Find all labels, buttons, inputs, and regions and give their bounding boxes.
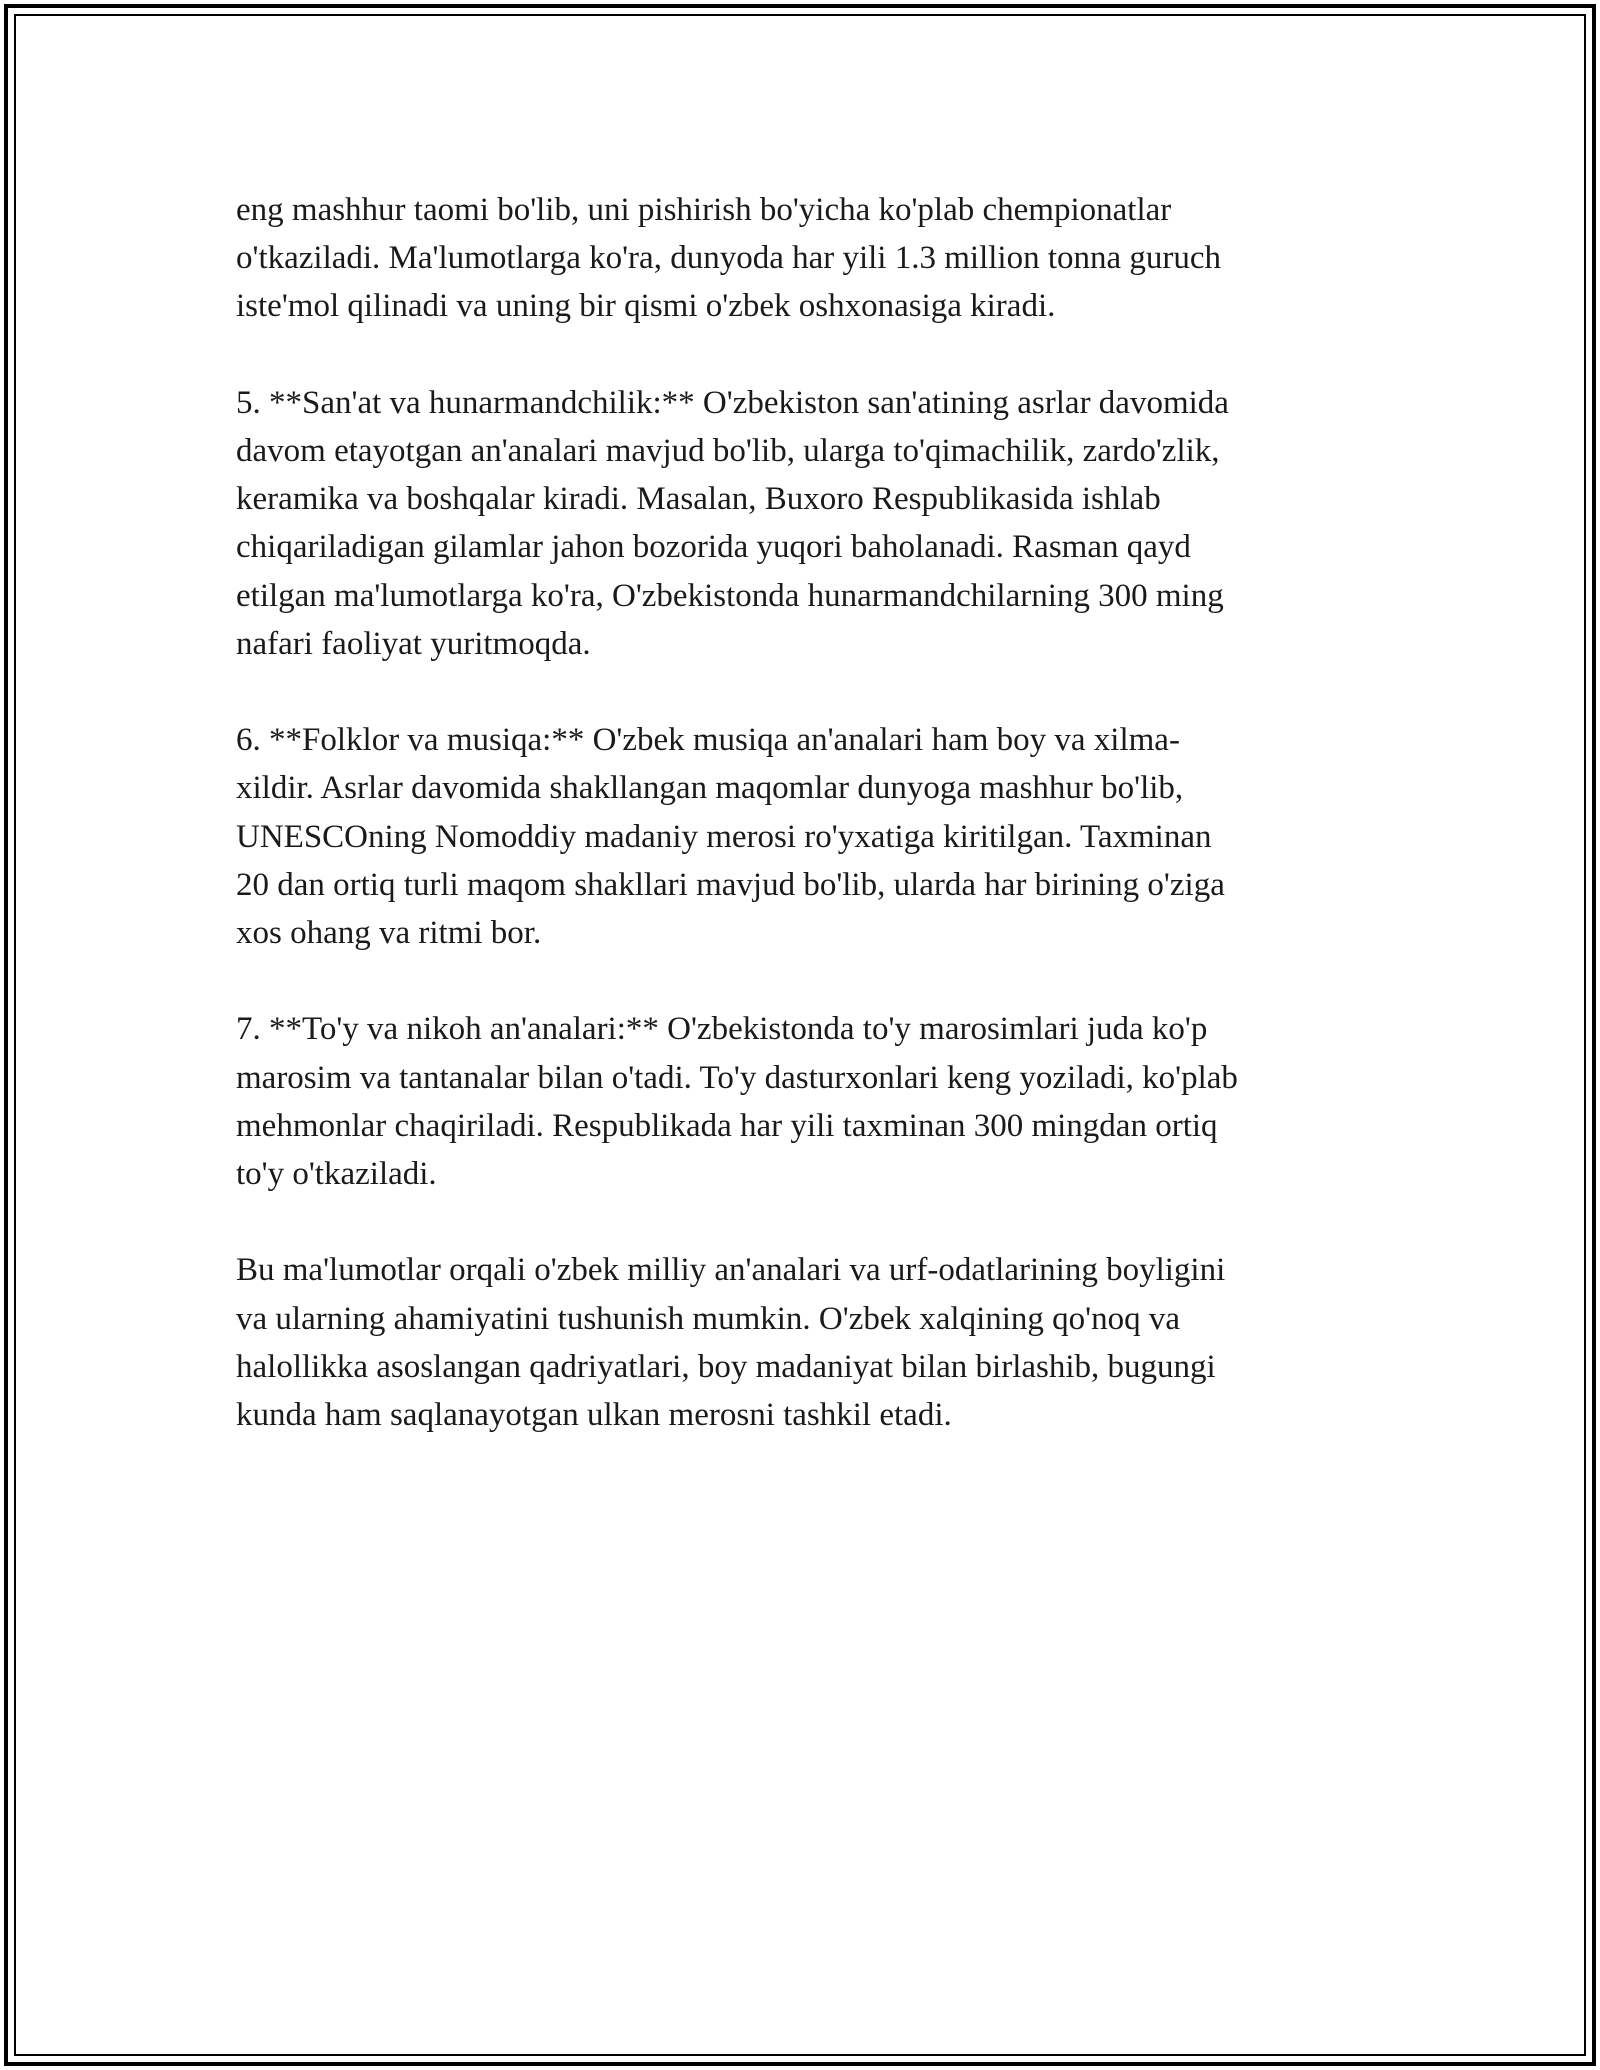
paragraph-food-continuation: eng mashhur taomi bo'lib, uni pishirish bo'yicha ko'plab chempionatlar o'tkaziladi. Ma'lumotlarga ko'ra, dunyoda har yili 1.3 million tonna guruch iste'mol qilinadi va uning bir qismi o'zbek oshxonasiga kiradi. xyxy=(236,192,1222,325)
paragraph-wedding-traditions: 7. **To'y va nikoh an'analari:** O'zbekistonda to'y marosimlari juda ko'p marosim va tantanalar bilan o'tadi. To'y dasturxonlari keng yoziladi, ko'plab mehmonlar chaqiriladi. Respublikada har yili taxminan 300 mingdan ortiq to'y o'tkaziladi. xyxy=(236,1011,1238,1193)
paragraph-folklore-music: 6. **Folklor va musiqa:** O'zbek musiqa an'analari ham boy va xilma- xildir. Asrlar davomida shakllangan maqomlar dunyoga mashhur bo'lib, UNESCOning Nomoddiy madaniy merosi ro'yxatiga kiritilgan. Taxminan 20 dan ortiq turli maqom shakllari mavjud bo'lib, ularda har birining o'ziga xos ohang va ritmi bor. xyxy=(236,722,1225,952)
paragraph-art-crafts: 5. **San'at va hunarmandchilik:** O'zbekiston san'atining asrlar davomida davom etayotgan an'analari mavjud bo'lib, ularga to'qimachilik, zardo'zlik, keramika va boshqalar kiradi. Masalan, Buxoro Respublikasida ishlab chiqariladigan gilamlar jahon bozorida yuqori baholanadi. Rasman qayd etilgan ma'lumotlarga ko'ra, O'zbekistonda hunarmandchilarning 300 ming nafari faoliyat yuritmoqda. xyxy=(236,384,1229,662)
paragraph-conclusion: Bu ma'lumotlar orqali o'zbek milliy an'analari va urf-odatlarining boyligini va ularning ahamiyatini tushunish mumkin. O'zbek xalqining qo'noq va halollikka asoslangan qadriyatlari, boy madaniyat bilan birlashib, bugungi kunda ham saqlanayotgan ulkan merosni tashkil etadi. xyxy=(236,1252,1226,1434)
document-body xyxy=(236,186,1366,1439)
